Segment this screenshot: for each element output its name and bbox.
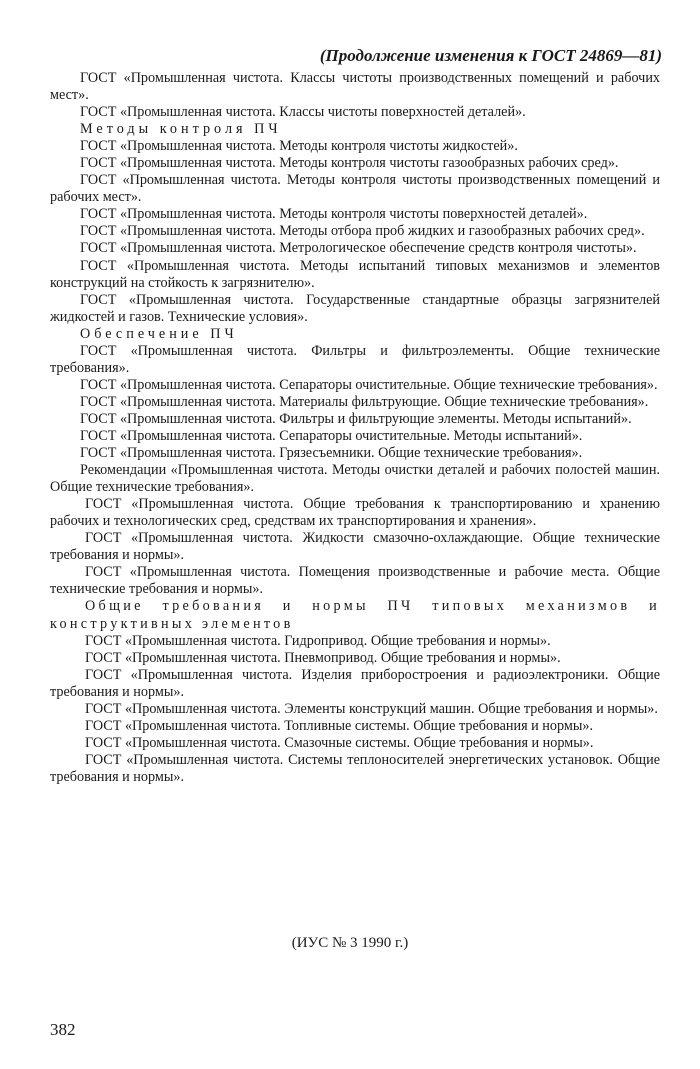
paragraph: ГОСТ «Промышленная чистота. Методы контроля чистоты производственных помещений и рабочих мест». [50,172,660,206]
section-heading: Методы контроля ПЧ [80,121,282,138]
paragraph: ГОСТ «Промышленная чистота. Пневмопривод. Общие требования и нормы». [85,649,561,666]
paragraph: ГОСТ «Промышленная чистота. Сепараторы очистительные. Методы испытаний». [80,427,583,444]
paragraph: ГОСТ «Промышленная чистота. Методы отбора проб жидких и газообразных рабочих сред». [80,223,645,240]
page-number: 382 [50,1020,76,1039]
paragraph: ГОСТ «Промышленная чистота. Элементы конструкций машин. Общие требования и нормы». [85,700,658,717]
paragraph: ГОСТ «Промышленная чистота. Грязесъемники. Общие технические требования». [80,445,583,462]
paragraph: ГОСТ «Промышленная чистота. Фильтры и фильтроэлементы. Общие технические требования». [50,342,660,376]
section-heading: Обеспечение ПЧ [80,325,238,342]
paragraph: ГОСТ «Промышленная чистота. Топливные системы. Общие требования и нормы». [85,717,594,734]
paragraph: ГОСТ «Промышленная чистота. Государственные стандартные образцы загрязнителей жидкостей и газов. Технические условия». [50,291,660,325]
paragraph: ГОСТ «Промышленная чистота. Общие требования к транспортированию и хранению рабочих и технологических сред, средствам их транспортирования и хранения». [50,496,660,530]
paragraph: ГОСТ «Промышленная чистота. Системы теплоносителей энергетических установок. Общие требования и нормы». [50,751,660,785]
paragraph: ГОСТ «Промышленная чистота. Материалы фильтрующие. Общие технические требования». [80,393,649,410]
paragraph: ГОСТ «Промышленная чистота. Изделия приборостроения и радиоэлектроники. Общие требования и нормы». [50,666,660,700]
paragraph: ГОСТ «Промышленная чистота. Фильтры и фильтрующие элементы. Методы испытаний». [80,410,632,427]
paragraph: ГОСТ «Промышленная чистота. Методы контроля чистоты газообразных рабочих сред». [80,155,619,172]
section-heading: Общие требования и нормы ПЧ типовых механизмов и конструктивных элементов [50,598,660,632]
paragraph: ГОСТ «Промышленная чистота. Жидкости смазочно-охлаждающие. Общие технические требования и нормы». [50,530,660,564]
paragraph: ГОСТ «Промышленная чистота. Классы чистоты поверхностей деталей». [80,104,526,121]
paragraph: ГОСТ «Промышленная чистота. Смазочные системы. Общие требования и нормы». [85,734,594,751]
paragraph: ГОСТ «Промышленная чистота. Методы испытаний типовых механизмов и элементов конструкций на стойкость к загрязнителю». [50,257,660,291]
source-reference: (ИУС № 3 1990 г.) [291,935,409,951]
paragraph: ГОСТ «Промышленная чистота. Методы контроля чистоты жидкостей». [80,138,518,155]
paragraph: ГОСТ «Промышленная чистота. Методы контроля чистоты поверхностей деталей». [80,206,588,223]
paragraph: ГОСТ «Промышленная чистота. Гидропривод. Общие требования и нормы». [85,632,551,649]
document-body [50,70,660,786]
paragraph: ГОСТ «Промышленная чистота. Классы чистоты производственных помещений и рабочих мест». [50,70,660,104]
paragraph: ГОСТ «Промышленная чистота. Помещения производственные и рабочие места. Общие технические требования и нормы». [50,564,660,598]
paragraph: Рекомендации «Промышленная чистота. Методы очистки деталей и рабочих полостей машин. Общие технические требования». [50,462,660,496]
paragraph: ГОСТ «Промышленная чистота. Сепараторы очистительные. Общие технические требования». [80,376,658,393]
paragraph: ГОСТ «Промышленная чистота. Метрологическое обеспечение средств контроля чистоты». [80,240,637,257]
page-header: (Продолжение изменения к ГОСТ 24869—81) [319,46,662,65]
